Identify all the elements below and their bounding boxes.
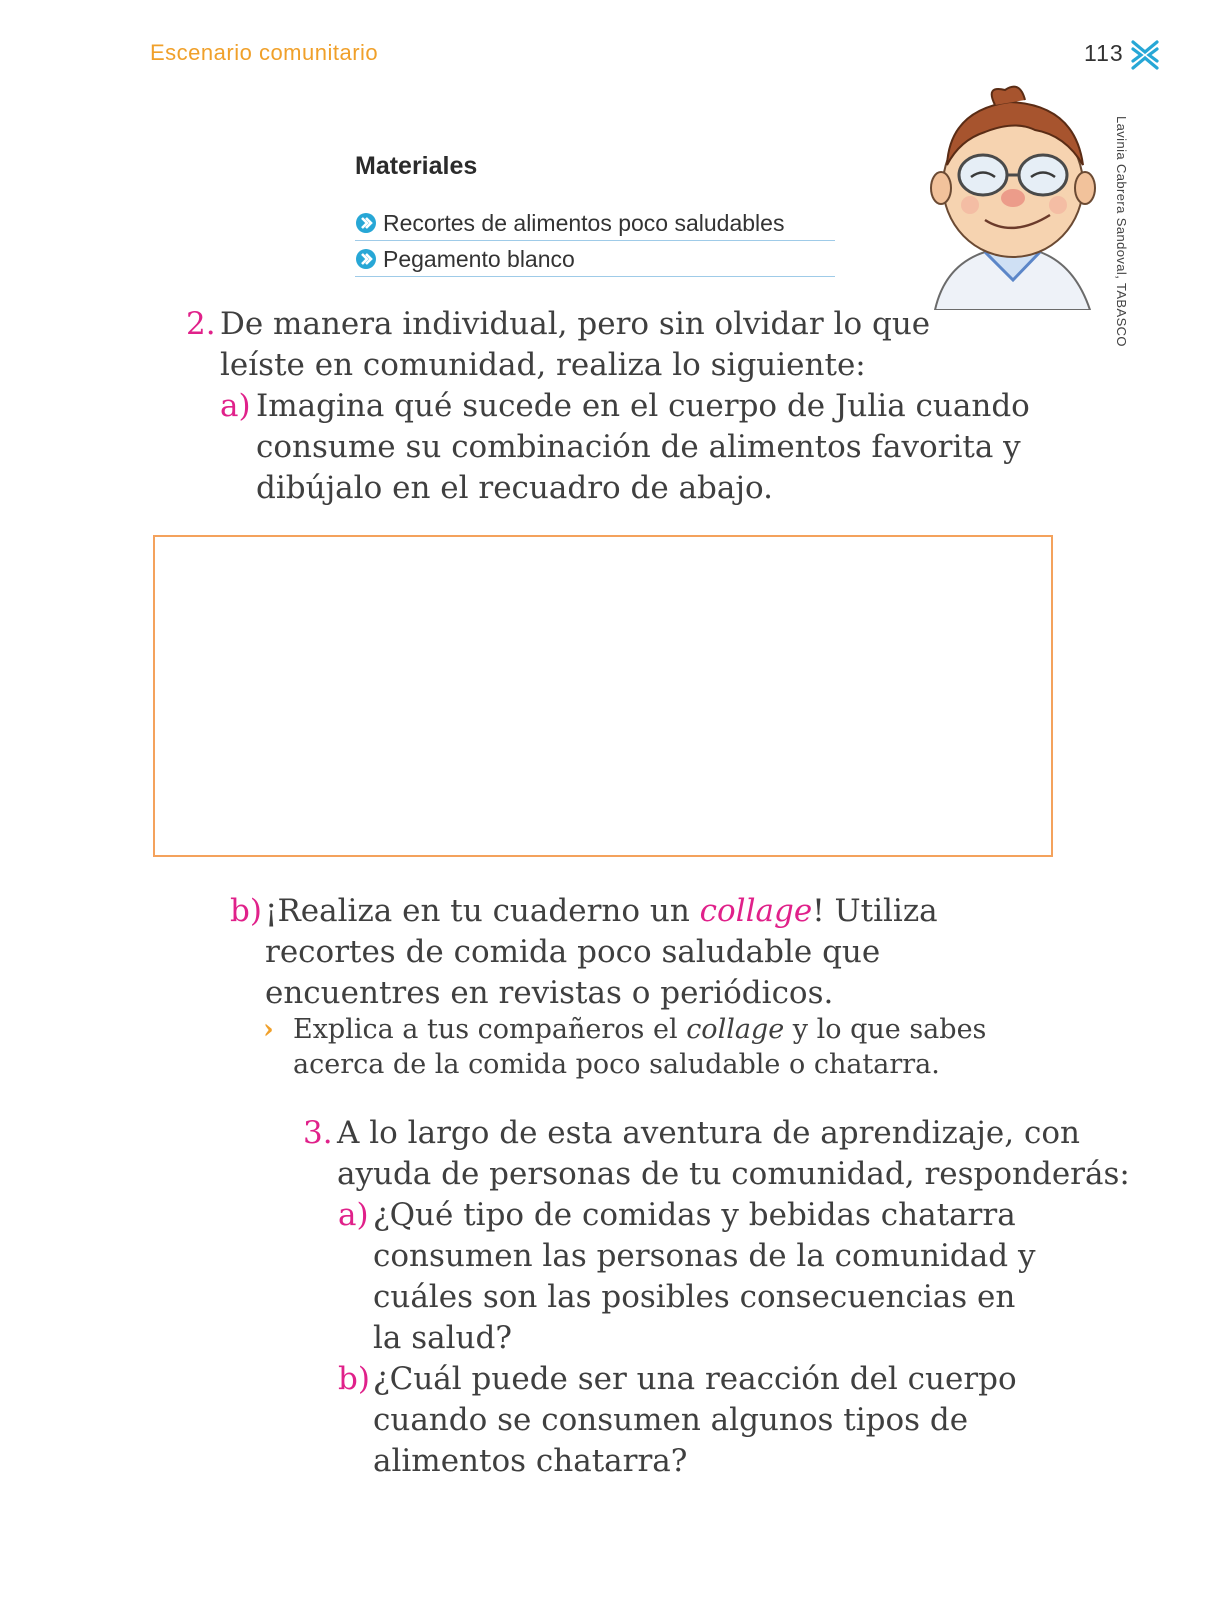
q2b-line: encuentres en revistas o periódicos. <box>265 975 834 1011</box>
q2a-line: dibújalo en el recuadro de abajo. <box>256 470 773 506</box>
chevron-bullet-icon <box>355 212 377 234</box>
q3-line: ayuda de personas de tu comunidad, responderás: <box>337 1156 1130 1192</box>
q2a-line: consume su combinación de alimentos favorita y <box>256 429 1021 465</box>
chevron-bullet-icon <box>355 248 377 270</box>
q3a-letter: a) <box>338 1197 369 1233</box>
q2-line: leíste en comunidad, realiza lo siguiente: <box>220 347 866 383</box>
q3b-line: ¿Cuál puede ser una reacción del cuerpo <box>373 1361 1017 1397</box>
q2-line: De manera individual, pero sin olvidar lo que <box>220 306 931 342</box>
q3a-line: cuáles son las posibles consecuencias en <box>373 1279 1016 1315</box>
materials-item-label: Recortes de alimentos poco saludables <box>383 209 785 236</box>
q3-line: A lo largo de esta aventura de aprendizaje, con <box>337 1115 1080 1151</box>
q2a-letter: a) <box>220 388 251 424</box>
q2a-line: Imagina qué sucede en el cuerpo de Julia cuando <box>256 388 1030 424</box>
drawing-box[interactable] <box>153 535 1053 857</box>
q2-number: 2. <box>186 306 216 342</box>
q2b-hint-line: acerca de la comida poco saludable o chatarra. <box>293 1049 940 1080</box>
materials-title: Materiales <box>355 152 478 180</box>
materials-item <box>355 206 835 241</box>
illustration-credit: Lavinia Cabrera Sandoval, TABASCO <box>1114 116 1129 347</box>
q3a-line: la salud? <box>373 1320 512 1356</box>
q3b-line: alimentos chatarra? <box>373 1443 688 1479</box>
q2b-line: ¡Realiza en tu cuaderno un collage! Utiliza <box>265 893 938 929</box>
boy-illustration <box>925 80 1100 310</box>
page-number: 113 <box>1084 40 1124 66</box>
section-title: Escenario comunitario <box>150 40 379 65</box>
q2b-hint-line: Explica a tus compañeros el collage y lo que sabes <box>293 1014 987 1045</box>
q3-number: 3. <box>303 1115 333 1151</box>
book-logo-icon <box>1129 38 1161 72</box>
q3b-letter: b) <box>338 1361 370 1397</box>
chevron-right-icon: › <box>263 1014 274 1045</box>
q2b-letter: b) <box>230 893 262 929</box>
q3a-line: consumen las personas de la comunidad y <box>373 1238 1036 1274</box>
materials-item <box>355 242 835 277</box>
q3b-line: cuando se consumen algunos tipos de <box>373 1402 969 1438</box>
q2b-line: recortes de comida poco saludable que <box>265 934 881 970</box>
collage-term: collage <box>699 893 813 929</box>
materials-item-label: Pegamento blanco <box>383 245 575 272</box>
q3a-line: ¿Qué tipo de comidas y bebidas chatarra <box>373 1197 1016 1233</box>
